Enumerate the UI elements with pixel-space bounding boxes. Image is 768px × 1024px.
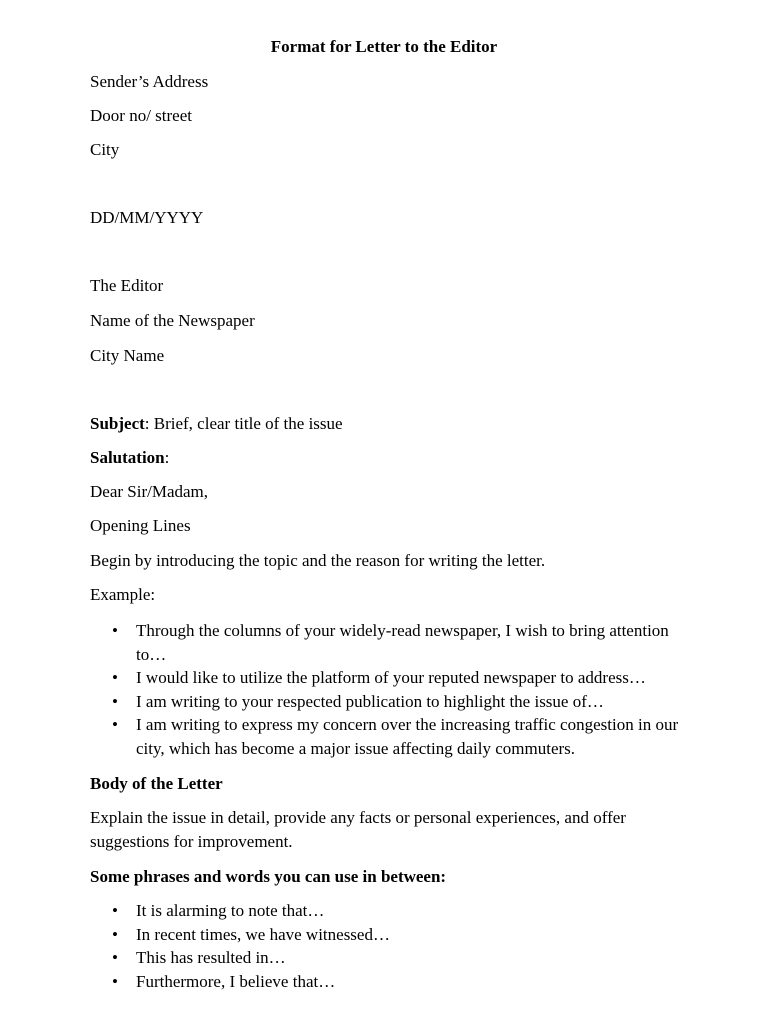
list-item xyxy=(90,946,680,970)
salutation-colon: : xyxy=(164,448,170,467)
body-heading: Body of the Letter xyxy=(90,774,223,793)
document-title: Format for Letter to the Editor xyxy=(270,37,498,56)
list-item xyxy=(90,923,680,947)
bullet-icon: • xyxy=(112,715,118,734)
list-item-text: This has resulted in… xyxy=(136,948,286,967)
example-label: Example: xyxy=(90,585,156,604)
list-item-text: I would like to utilize the platform of your reputed newspaper to address… xyxy=(136,668,646,687)
list-item xyxy=(90,666,680,690)
list-item xyxy=(90,690,680,714)
bullet-icon: • xyxy=(112,948,118,967)
subject-line xyxy=(90,413,343,435)
bullet-icon: • xyxy=(112,621,118,640)
list-item-text: I am writing to your respected publication to highlight the issue of… xyxy=(136,691,604,711)
salutation-line xyxy=(90,447,169,469)
list-item-text: In recent times, we have witnessed… xyxy=(136,924,390,944)
opening-lines-description: Begin by introducing the topic and the reason for writing the letter. xyxy=(90,551,546,570)
phrases-list xyxy=(90,899,680,993)
bullet-icon: • xyxy=(112,924,118,944)
recipient-line-2: Name of the Newspaper xyxy=(90,311,255,330)
phrases-heading: Some phrases and words you can use in between: xyxy=(90,867,447,886)
sender-city: City xyxy=(90,140,120,159)
subject-label: Subject xyxy=(90,414,145,433)
salutation-text: Dear Sir/Madam, xyxy=(90,482,209,501)
list-item xyxy=(90,970,680,994)
bullet-icon: • xyxy=(112,691,118,711)
sender-address-heading: Sender’s Address xyxy=(90,72,209,91)
list-item xyxy=(90,619,680,666)
sender-street: Door no/ street xyxy=(90,106,192,125)
bullet-icon: • xyxy=(112,901,118,920)
list-item-text: I am writing to express my concern over the increasing traffic congestion in our city, which has become a major issue affecting daily commuters. xyxy=(136,715,679,758)
recipient-line-1: The Editor xyxy=(90,276,164,295)
list-item-text: It is alarming to note that… xyxy=(136,901,325,920)
recipient-line-3: City Name xyxy=(90,346,165,365)
list-item xyxy=(90,713,680,760)
list-item xyxy=(90,899,680,923)
salutation-label: Salutation xyxy=(90,448,165,467)
opening-examples-list xyxy=(90,619,680,760)
bullet-icon: • xyxy=(112,668,118,687)
list-item-text: Through the columns of your widely-read newspaper, I wish to bring attention to… xyxy=(136,621,669,664)
letter-date: DD/MM/YYYY xyxy=(90,208,204,227)
subject-text: : Brief, clear title of the issue xyxy=(144,414,343,433)
bullet-icon: • xyxy=(112,971,118,991)
list-item-text: Furthermore, I believe that… xyxy=(136,971,336,991)
body-description: Explain the issue in detail, provide any facts or personal experiences, and offer suggestions for improvement. xyxy=(90,808,626,851)
opening-lines-heading: Opening Lines xyxy=(90,516,191,535)
